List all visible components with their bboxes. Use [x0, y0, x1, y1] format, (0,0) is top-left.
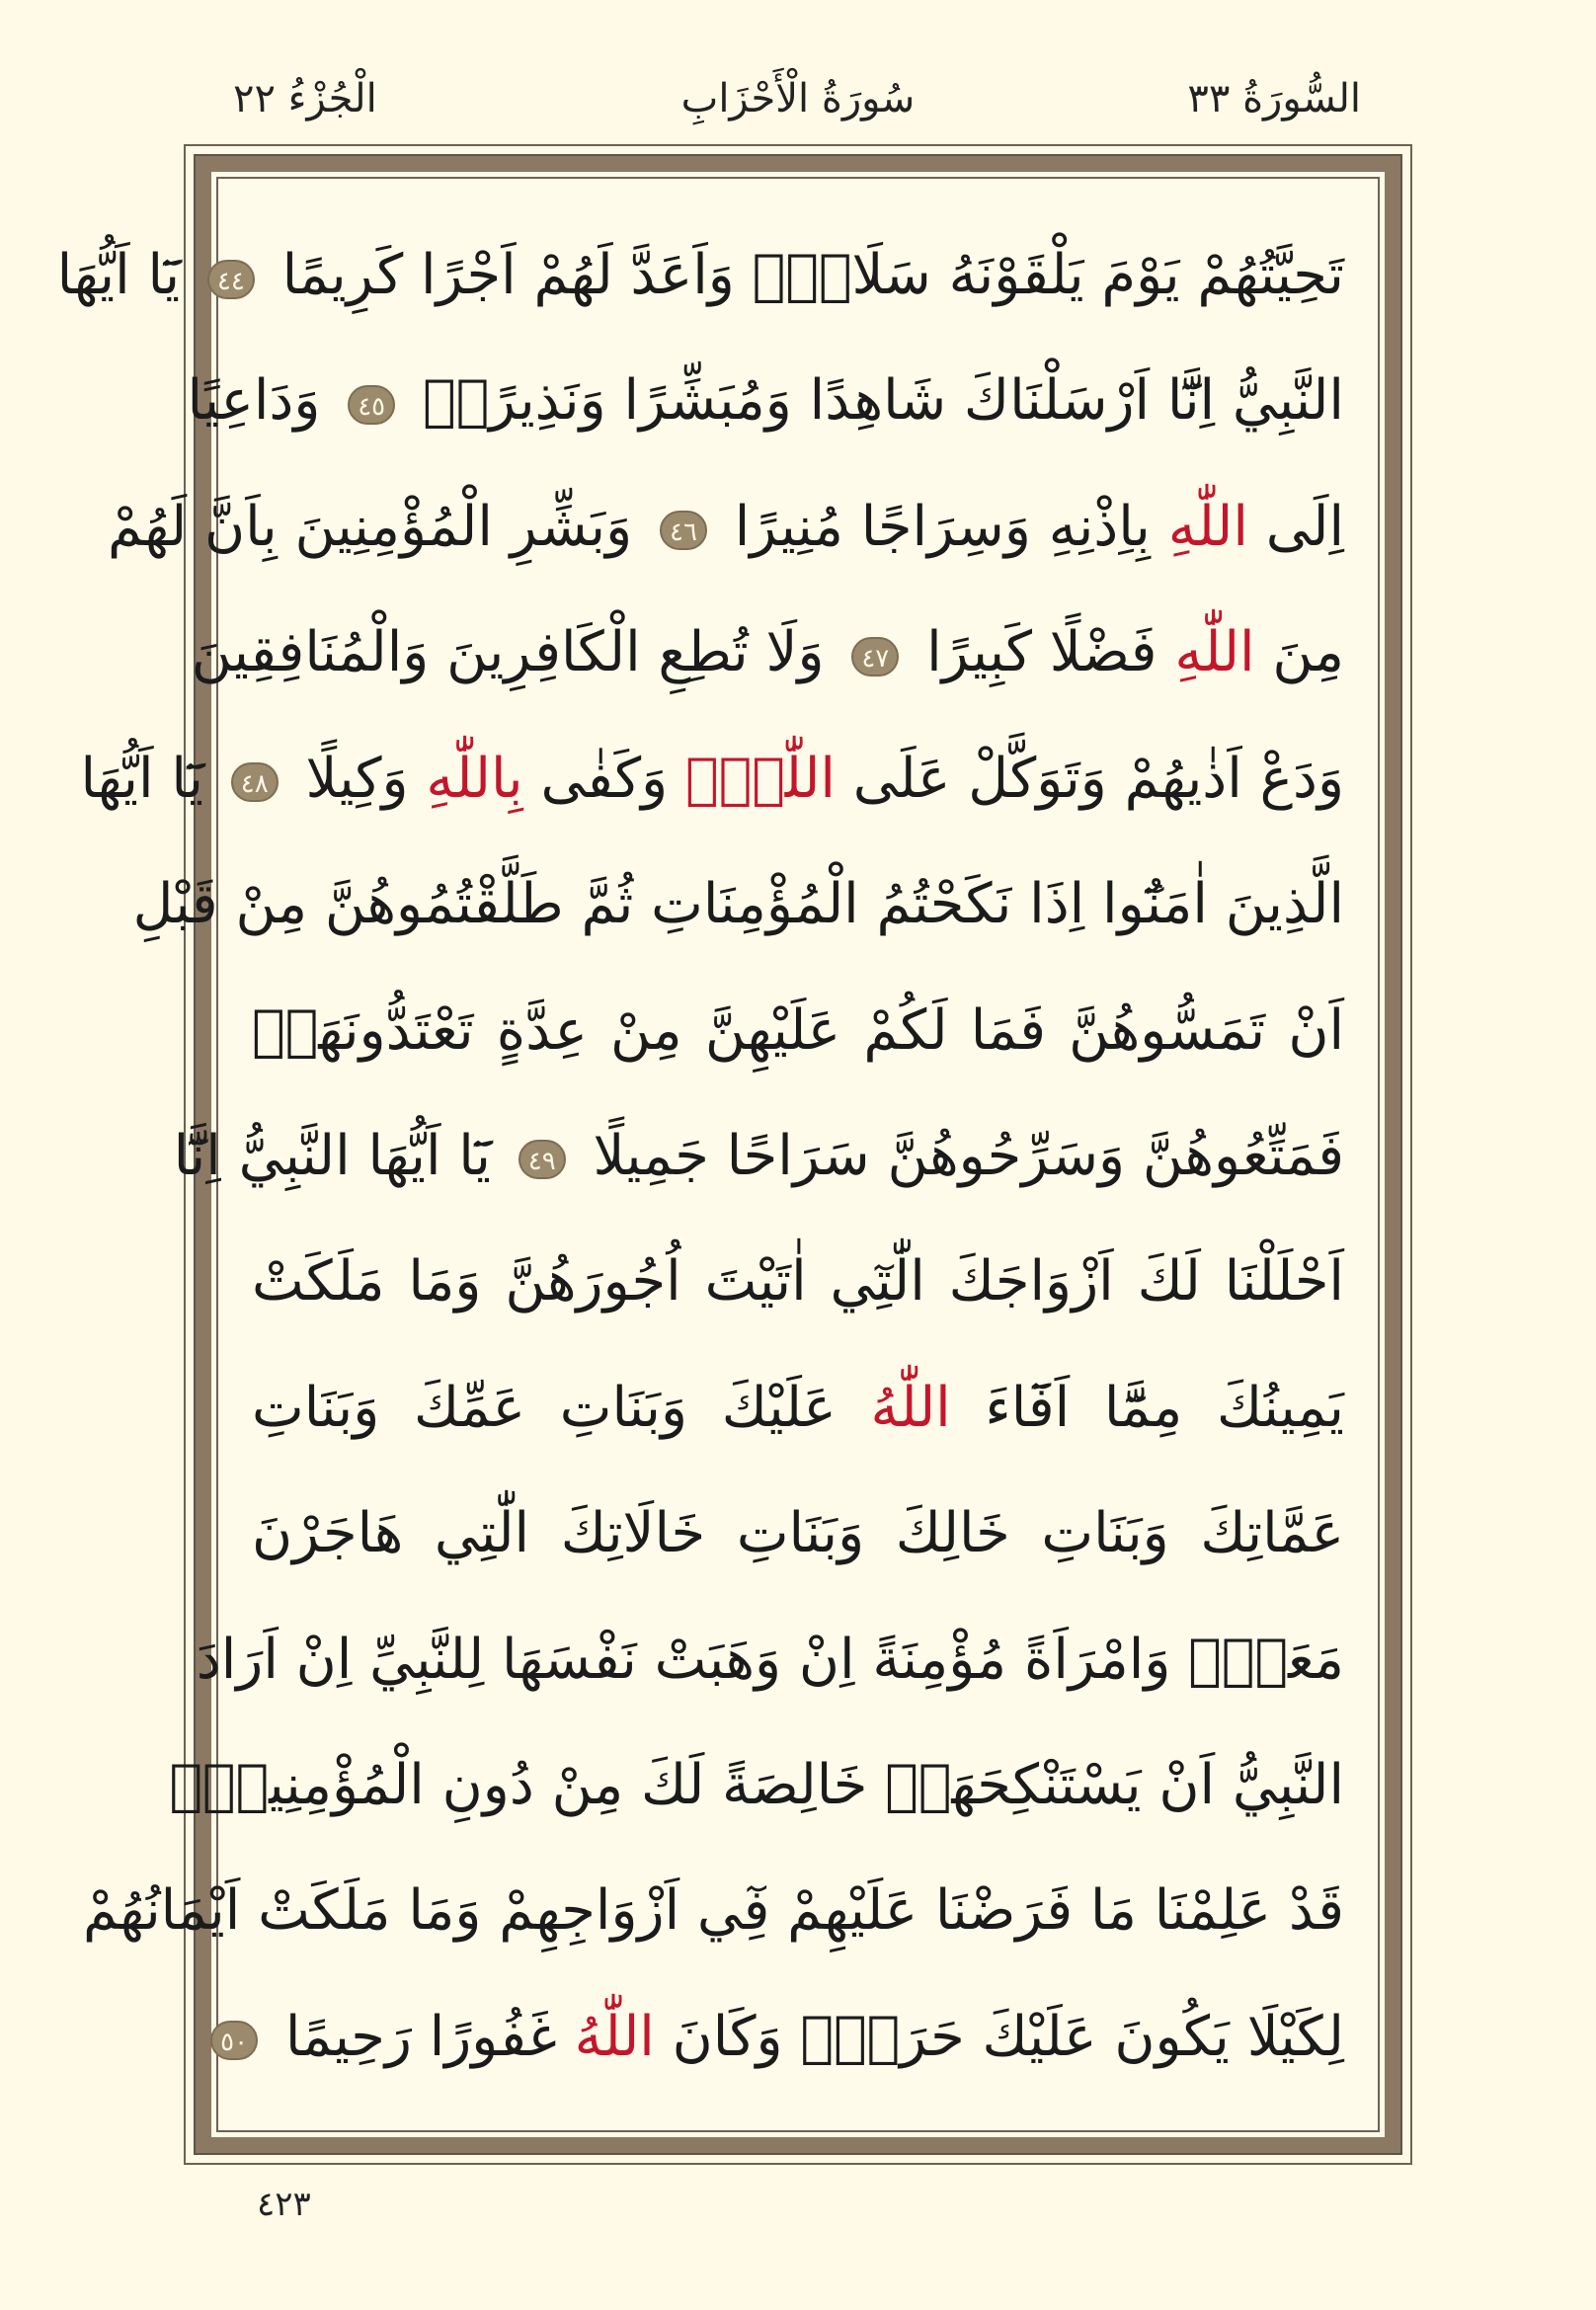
text-line — [191, 599, 1344, 706]
text-line — [252, 1480, 1344, 1587]
verse-text: فَمَتِّعُوهُنَّ وَسَرِّحُوهُنَّ سَرَاحًا جَمِيلًا — [593, 1123, 1344, 1188]
verse-text: لِكَيْلَا يَكُونَ عَلَيْكَ حَرَجٌۜ وَكَانَ — [672, 2004, 1344, 2069]
text-line — [108, 474, 1344, 581]
verse-text: وَبَشِّرِ الْمُؤْمِنِينَ بِاَنَّ لَهُمْ — [108, 494, 633, 559]
divine-name-text: اللّٰهُ — [870, 1375, 951, 1440]
text-line — [196, 1607, 1344, 1713]
ayah-number-marker: ٤٧ — [851, 637, 899, 677]
page-header — [0, 69, 1596, 128]
text-line — [173, 1103, 1344, 1210]
verse-text: وَكَفٰى — [540, 746, 669, 811]
verse-text: عَلَيْكَ وَبَنَاتِ عَمِّكَ وَبَنَاتِ — [252, 1375, 837, 1440]
frame-gap — [56, 172, 1385, 2137]
divine-name-text: اللّٰهِۜ — [684, 746, 836, 811]
text-line — [252, 978, 1344, 1084]
text-line — [252, 1355, 1344, 1462]
ayah-number-marker: ٤٩ — [519, 1140, 566, 1179]
juz-label: الْجُزْءُ ٢٢ — [233, 76, 377, 121]
text-line — [83, 1858, 1344, 1964]
ayah-number-marker: ٥٠ — [210, 2021, 258, 2060]
quran-text-block — [56, 222, 1344, 2091]
divine-name-text: بِاللّٰهِ — [426, 746, 523, 811]
verse-text: قَدْ عَلِمْنَا مَا فَرَضْنَا عَلَيْهِمْ فِٓي اَزْوَاجِهِمْ وَمَا مَلَكَتْ اَيْمَانُهُمْ — [83, 1878, 1344, 1944]
verse-text: اَنْ تَمَسُّوهُنَّ فَمَا لَكُمْ عَلَيْهِنَّ مِنْ عِدَّةٍ تَعْتَدُّونَهَاۚ — [252, 997, 1344, 1063]
divine-name-text: اللّٰهُ — [574, 2004, 655, 2069]
verse-text: يَٓا اَيُّهَا — [80, 746, 203, 811]
page-frame — [56, 144, 1412, 2165]
text-line — [169, 1732, 1344, 1839]
text-panel — [56, 177, 1380, 2132]
verse-text: النَّبِيُّ اَنْ يَسْتَنْكِحَهَاۗ خَالِصَةً لَكَ مِنْ دُونِ الْمُؤْمِنِينَۜ — [169, 1753, 1344, 1818]
verse-text: بِاِذْنِهِ وَسِرَاجًا مُنِيرًا — [734, 494, 1151, 559]
text-line — [132, 851, 1344, 958]
verse-text: اَحْلَلْنَا لَكَ اَزْوَاجَكَ الّٰتِٓي اٰتَيْتَ اُجُورَهُنَّ وَمَا مَلَكَتْ — [252, 1249, 1344, 1314]
verse-text: عَمَّاتِكَ وَبَنَاتِ خَالِكَ وَبَنَاتِ خَالَاتِكَ الّٰتِي هَاجَرْنَ — [252, 1501, 1344, 1566]
verse-text: يَٓا اَيُّهَا — [56, 243, 181, 307]
divine-name-text: اللّٰهِ — [1167, 494, 1248, 559]
ayah-number-marker: ٤٨ — [231, 762, 279, 802]
text-line — [252, 1229, 1344, 1335]
verse-text: مَعَكَۘ وَامْرَاَةً مُؤْمِنَةً اِنْ وَهَبَتْ نَفْسَهَا لِلنَّبِيِّ اِنْ اَرَادَ — [196, 1627, 1344, 1692]
text-line — [187, 348, 1344, 454]
frame-border-band — [56, 154, 1402, 2155]
surah-number-label: السُّورَةُ ٣٣ — [1187, 76, 1361, 121]
verse-text: يَمِينُكَ مِمَّٓا اَفَٓاءَ — [985, 1375, 1344, 1440]
text-line — [80, 726, 1344, 833]
text-line — [56, 222, 1344, 329]
divine-name-text: اللّٰهِ — [1174, 620, 1255, 685]
verse-text: وَدَعْ اَذٰيهُمْ وَتَوَكَّلْ عَلَى — [852, 746, 1344, 811]
verse-text: وَدَاعِيًا — [187, 368, 321, 434]
text-line — [220, 1984, 1344, 2091]
verse-text: وَلَا تُطِعِ الْكَافِرِينَ وَالْمُنَافِقِينَ — [191, 620, 825, 685]
verse-text: مِنَ — [1272, 620, 1344, 685]
surah-title: سُورَةُ الْأَحْزَابِ — [680, 76, 916, 121]
verse-text: فَضْلًا كَبِيرًا — [926, 620, 1157, 685]
verse-text: النَّبِيُّ اِنَّٓا اَرْسَلْنَاكَ شَاهِدًا وَمُبَشِّرًا وَنَذِيرًاۙ — [422, 368, 1344, 434]
ayah-number-marker: ٤٥ — [348, 385, 395, 425]
verse-text: اِلَى — [1265, 494, 1344, 559]
verse-text: وَكِيلًا — [305, 746, 409, 811]
verse-text: غَفُورًا رَحِيمًا — [284, 2004, 557, 2069]
page-number: ٤٢٣ — [257, 2185, 311, 2224]
ayah-number-marker: ٤٦ — [660, 511, 707, 550]
verse-text: يَٓا اَيُّهَا النَّبِيُّ اِنَّٓا — [173, 1123, 491, 1188]
verse-text: تَحِيَّتُهُمْ يَوْمَ يَلْقَوْنَهُ سَلَامٌۚ وَاَعَدَّ لَهُمْ اَجْرًا كَرِيمًا — [281, 243, 1344, 307]
ayah-number-marker: ٤٤ — [207, 260, 255, 299]
verse-text: الَّذِينَ اٰمَنُٓوا اِذَا نَكَحْتُمُ الْمُؤْمِنَاتِ ثُمَّ طَلَّقْتُمُوهُنَّ مِنْ قَبْلِ — [132, 872, 1344, 937]
